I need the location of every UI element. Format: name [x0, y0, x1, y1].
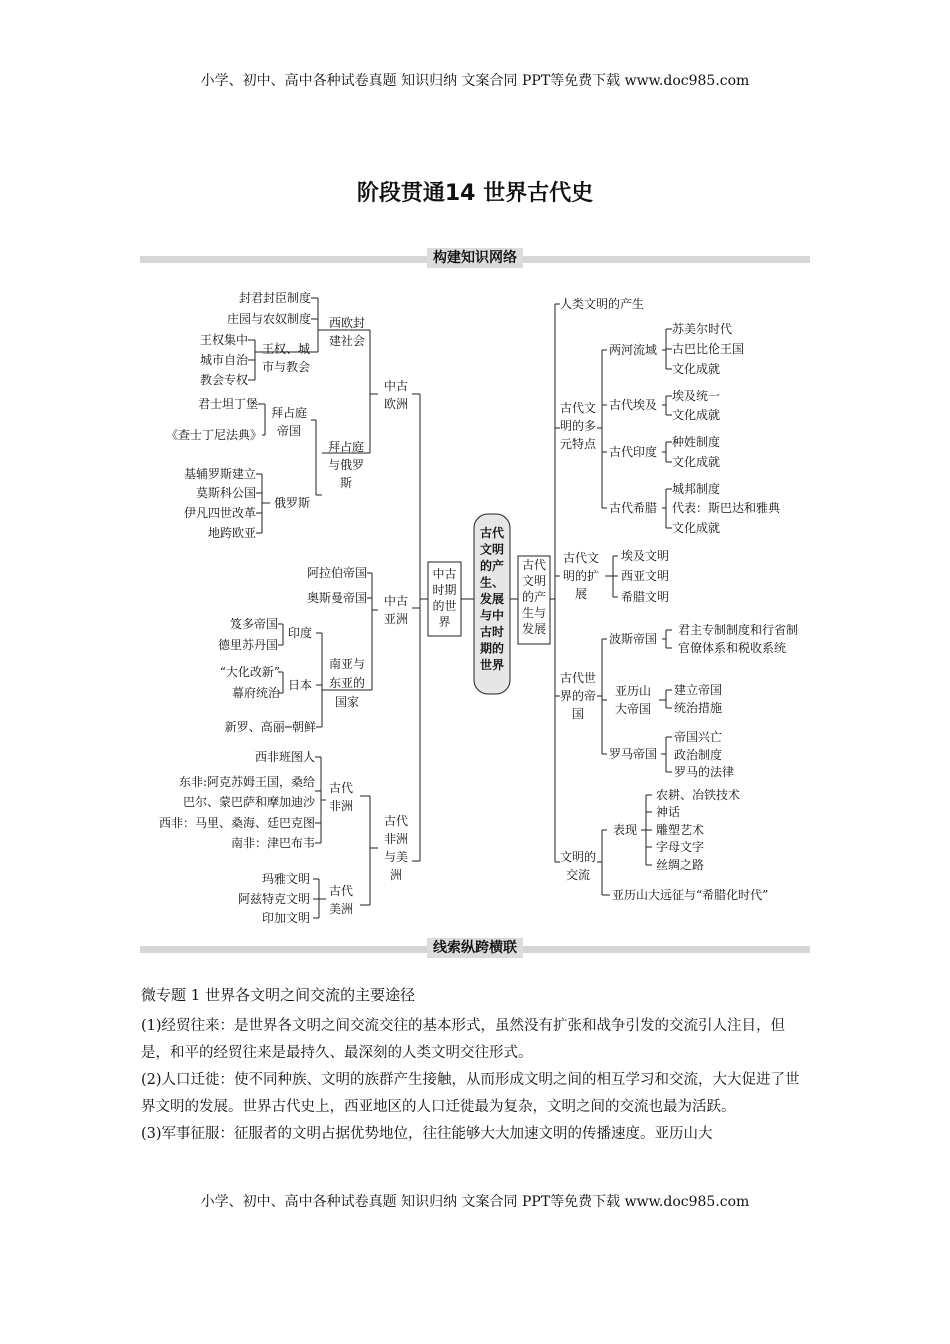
label-line: 的世 — [432, 599, 457, 613]
label-line: 界的帝 — [559, 689, 597, 703]
label-line: 东亚的 — [328, 676, 366, 690]
roman-empire: 罗马帝国 — [609, 747, 658, 761]
label-line: 与中 — [479, 608, 505, 623]
byzantine-russia — [328, 439, 364, 490]
label-line: 亚洲 — [383, 612, 409, 626]
label-line: 南亚与 — [328, 657, 366, 671]
label-line: 拜占庭 — [270, 406, 308, 420]
label-line: 的产 — [479, 559, 505, 573]
meso-culture: 文化成就 — [672, 362, 721, 376]
greece-culture: 文化成就 — [672, 521, 721, 535]
label-line: 斯 — [339, 476, 353, 490]
label-line: 美洲 — [328, 902, 354, 916]
label-line: 古代 — [328, 781, 354, 795]
russia: 俄罗斯 — [273, 496, 311, 510]
egypt-civ: 埃及文明 — [621, 549, 670, 563]
west-africa: 西非：马里、桑海、廷巴克图 — [158, 816, 315, 830]
inca: 印加文明 — [261, 911, 310, 925]
page-header: 小学、初中、高中各种试卷真题 知识归纳 文案合同 PPT等免费下载 www.doc985.com — [200, 73, 750, 89]
medieval-asia — [384, 593, 408, 626]
constantinople: 君士坦丁堡 — [197, 397, 258, 411]
rome-politics: 政治制度 — [674, 748, 723, 762]
label-line: 世界 — [479, 658, 505, 672]
justinian-code: 《查士丁尼法典》 — [165, 428, 262, 442]
farming-iron: 农耕、冶铁技术 — [656, 788, 741, 802]
west-bantu: 西非班图人 — [254, 750, 315, 764]
label-line: 与俄罗 — [327, 458, 365, 472]
persia-bureaucracy: 官僚体系和税收系统 — [678, 641, 787, 655]
egypt-culture: 文化成就 — [672, 408, 721, 422]
manifestation: 表现 — [613, 823, 638, 837]
label-line: 亚历山 — [614, 684, 652, 698]
alexander-empire — [615, 684, 651, 716]
label-line: 国家 — [334, 695, 360, 709]
label-line: 古代文 — [559, 401, 597, 415]
label-line: 元特点 — [559, 437, 597, 451]
band-label: 线索纵跨横联 — [427, 938, 523, 958]
africa-america — [384, 813, 408, 882]
label-line: 生、 — [479, 575, 505, 590]
greek-civ: 希腊文明 — [621, 590, 670, 604]
south-east-asia — [329, 656, 365, 709]
east-africa-line2: 巴尔、蒙巴萨和摩加迪沙 — [182, 795, 315, 809]
section-band-clues — [140, 941, 810, 957]
label-line: 界 — [438, 615, 451, 629]
label-line: 中古 — [432, 567, 457, 581]
civilization-exchange — [560, 850, 596, 882]
eurasia: 地跨欧亚 — [207, 526, 256, 540]
paragraph-trade: (1)经贸往来：是世界各文明之间交流交往的基本形式，虽然没有扩张和战争引发的交流引人注目，但是，和平的经贸往来是最持久、最深刻的人类文明交往形式。 — [141, 1018, 786, 1061]
label-line: 国 — [571, 707, 585, 721]
paragraph-conquest: (3)军事征服：征服者的文明占据优势地位，往往能够大大加速文明的传播速度。亚历山大 — [141, 1126, 713, 1142]
east-africa-line1: 东非:阿克苏姆王国，桑给 — [178, 775, 315, 789]
label-line: 明的扩 — [562, 569, 600, 583]
label-line: 文明 — [521, 574, 547, 588]
label-line: 古时 — [479, 625, 505, 639]
myth: 神话 — [656, 805, 681, 819]
label-line: 市与教会 — [261, 360, 311, 374]
japan: 日本 — [287, 678, 313, 692]
rome-rise-fall: 帝国兴亡 — [674, 730, 723, 744]
label-line: 的产 — [521, 590, 547, 604]
label-line: 中古 — [383, 379, 409, 393]
church-power: 教会专权 — [199, 373, 248, 387]
delhi-sultanate: 德里苏丹国 — [217, 638, 278, 652]
caste: 种姓制度 — [672, 435, 721, 449]
hellenistic-age: 亚历山大远征与“希腊化时代” — [612, 888, 769, 902]
india: 印度 — [287, 626, 313, 640]
taika-reform: “大化改新” — [219, 665, 280, 679]
west-asia-civ: 西亚文明 — [621, 569, 670, 583]
korea: 新罗、高丽─朝鲜 — [224, 720, 316, 734]
sparta-athens: 代表：斯巴达和雅典 — [672, 501, 781, 515]
center-topic — [479, 525, 505, 672]
label-line: 发展 — [479, 592, 505, 606]
medieval-europe — [384, 378, 408, 411]
kingship: 王权集中 — [199, 333, 248, 347]
band-label: 构建知识网络 — [427, 248, 523, 268]
label-line: 交流 — [565, 868, 591, 882]
label-line: 王权、城 — [261, 342, 311, 356]
south-africa: 南非：津巴布韦 — [230, 836, 315, 850]
label-line: 时期 — [432, 583, 457, 597]
alphabet: 字母文字 — [656, 840, 705, 854]
sculpture: 雕塑艺术 — [656, 823, 705, 837]
ancient-africa — [329, 780, 353, 813]
ancient-egypt: 古代埃及 — [609, 398, 658, 412]
label-line: 非洲 — [383, 832, 409, 846]
label-line: 古代 — [328, 884, 354, 898]
label-line: 生与 — [521, 606, 547, 620]
label-line: 古代文 — [562, 551, 600, 565]
civilization-expansion — [563, 550, 599, 601]
label-line: 明的多 — [559, 419, 597, 433]
india-culture: 文化成就 — [672, 455, 721, 469]
origin-of-civilization: 人类文明的产生 — [560, 297, 645, 311]
ancient-greece: 古代希腊 — [609, 501, 658, 515]
kievan-rus: 基辅罗斯建立 — [183, 467, 256, 481]
roman-law: 罗马的法律 — [674, 765, 735, 779]
label-line: 中古 — [383, 594, 409, 608]
label-line: 帝国 — [276, 424, 302, 438]
label-line: 古代 — [383, 814, 409, 828]
arab-empire: 阿拉伯帝国 — [306, 566, 367, 580]
silk-road: 丝绸之路 — [656, 858, 705, 872]
manor-system: 庄园与农奴制度 — [226, 312, 311, 326]
page-footer: 小学、初中、高中各种试卷真题 知识归纳 文案合同 PPT等免费下载 www.doc985.com — [200, 1194, 750, 1210]
label-line: 建社会 — [328, 334, 366, 348]
egypt-unify: 埃及统一 — [672, 389, 721, 403]
ancient-india: 古代印度 — [609, 445, 658, 459]
multi-features — [560, 400, 597, 451]
ancient-america — [329, 883, 353, 916]
label-line: 欧洲 — [383, 397, 409, 411]
muscovy: 莫斯科公国 — [195, 486, 256, 500]
label-line: 拜占庭 — [327, 440, 365, 454]
rule-measures: 统治措施 — [674, 701, 723, 715]
maya: 玛雅文明 — [261, 872, 310, 886]
aztec: 阿兹特克文明 — [237, 892, 310, 906]
ottoman-empire: 奥斯曼帝国 — [306, 591, 367, 605]
city-autonomy: 城市自治 — [199, 353, 248, 367]
label-line: 期的 — [479, 641, 505, 656]
mesopotamia: 两河流域 — [609, 343, 658, 357]
persia: 波斯帝国 — [609, 632, 658, 646]
label-line: 大帝国 — [614, 702, 652, 716]
persia-autocracy: 君主专制制度和行省制 — [678, 623, 799, 637]
ancient-empires — [560, 670, 596, 721]
label-line: 古代 — [521, 558, 547, 572]
page-title: 阶段贯通14 世界古代史 — [356, 181, 594, 206]
ivan-reform: 伊凡四世改革 — [183, 506, 256, 520]
build-empire: 建立帝国 — [674, 683, 723, 697]
label-line: 洲 — [389, 868, 403, 882]
feudal-system: 封君封臣制度 — [238, 291, 311, 305]
label-line: 非洲 — [328, 799, 354, 813]
body-paragraphs — [141, 1013, 813, 1148]
paragraph-migration: (2)人口迁徙：使不同种族、文明的族群产生接触，从而形成文明之间的相互学习和交流，大大促进了世界文明的发展。世界古代史上，西亚地区的人口迁徙最为复杂，文明之间的交流也最为活跃。 — [141, 1072, 800, 1115]
shogunate: 幕府统治 — [231, 686, 280, 700]
king-city-church — [262, 341, 310, 374]
label-line: 古代世 — [559, 671, 597, 685]
gupta-empire: 笈多帝国 — [229, 617, 278, 631]
polis: 城邦制度 — [672, 482, 721, 496]
sumer: 苏美尔时代 — [672, 322, 733, 336]
label-line: 展 — [574, 587, 588, 601]
subtopic-title: 微专题 1 世界各文明之间交流的主要途径 — [141, 986, 416, 1004]
label-line: 与美 — [383, 850, 409, 864]
babylon: 古巴比伦王国 — [672, 342, 745, 356]
west-europe-feudal — [329, 315, 365, 348]
label-line: 西欧封 — [328, 316, 366, 330]
label-line: 文明的 — [559, 850, 597, 864]
label-line: 发展 — [521, 622, 547, 636]
byzantine-empire — [271, 405, 307, 438]
mid-right-topic — [522, 557, 546, 636]
label-line: 古代 — [479, 526, 505, 540]
label-line: 文明 — [479, 542, 505, 557]
